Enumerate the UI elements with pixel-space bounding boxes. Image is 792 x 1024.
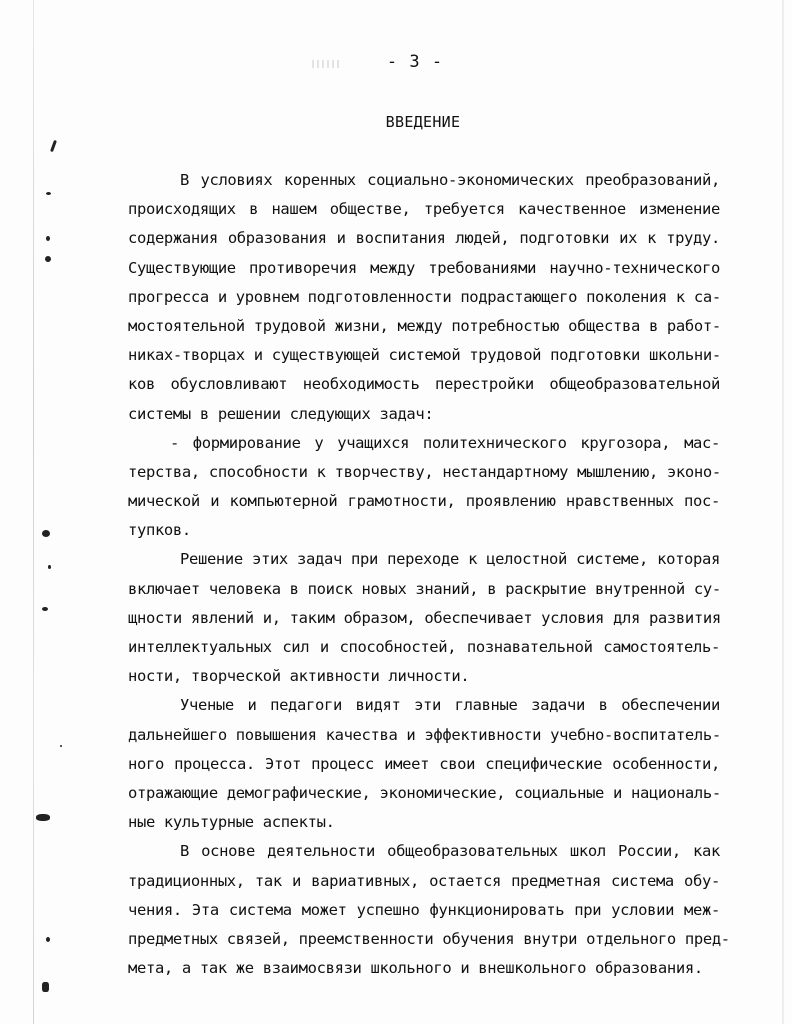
- scan-speck: [45, 256, 51, 262]
- text-line: включает человека в поиск новых знаний, в раскрытие внутренной су-: [128, 579, 721, 598]
- scan-edge-shadow: [782, 0, 784, 1024]
- text-line: ного процесса. Этот процесс имеет свои специфические особенности,: [128, 754, 720, 773]
- text-line: происходящих в нашем обществе, требуется качественное изменение: [128, 200, 720, 219]
- text-line: мета, а так же взаимосвязи школьного и внешкольного образования.: [128, 959, 703, 978]
- page-number: - 3 -: [386, 52, 444, 72]
- scan-speck: [50, 140, 57, 152]
- text-line: В условиях коренных социально-экономических преобразований,: [180, 171, 720, 189]
- text-line: ности, творческой активности личности.: [128, 667, 470, 686]
- text-line: прогресса и уровнем подготовленности подрастающего поколения к са-: [128, 287, 721, 306]
- text-line: Существующие противоречия между требованиями научно-технического: [128, 258, 720, 277]
- text-line: интеллектуальных сил и способностей, познавательной самостоятель-: [128, 638, 720, 656]
- text-line: системы в решении следующих задач:: [128, 404, 434, 423]
- scan-speck: [60, 745, 62, 747]
- text-line: щности явлений и, таким образом, обеспечивает условия для развития: [128, 608, 721, 627]
- text-line: мической и компьютерной грамотности, проявлению нравственных пос-: [128, 492, 720, 511]
- text-line: ные культурные аспекты.: [128, 813, 335, 832]
- text-line: мостоятельной трудовой жизни, между потребностью общества в работ-: [128, 316, 721, 335]
- text-line: чения. Эта система может успешно функционировать при условии меж-: [128, 900, 720, 919]
- text-line: терства, способности к творчеству, нестандартному мышлению, эконо-: [128, 462, 721, 481]
- text-line: традиционных, так и вариативных, остается предметная система обу-: [128, 871, 720, 890]
- scan-speck: [36, 814, 50, 821]
- scan-speck: [42, 607, 48, 611]
- scan-speck: [42, 530, 50, 537]
- text-line: Ученые и педагоги видят эти главные задачи в обеспечении: [180, 696, 720, 715]
- text-line: - формирование у учащихся политехнического кругозора, мас-: [170, 433, 720, 452]
- text-line: отражающие демографические, экономические, социальные и националь-: [128, 783, 721, 802]
- text-line: дальнейшего повышения качества и эффективности учебно-воспитатель-: [128, 725, 721, 744]
- document-body: [128, 166, 730, 983]
- text-line: содержания образования и воспитания людей, подготовки их к труду.: [128, 229, 720, 248]
- text-line: ков обусловливают необходимость перестройки общеобразовательной: [128, 375, 720, 394]
- text-line: предметных связей, преемственности обучения внутри отдельного пред-: [128, 929, 730, 948]
- section-heading: ВВЕДЕНИЕ: [385, 113, 461, 131]
- text-line: тупков.: [128, 521, 191, 540]
- scan-speck: [48, 565, 51, 569]
- scan-speck: [46, 937, 50, 942]
- scan-speck: [46, 236, 50, 241]
- text-line: В основе деятельности общеобразовательных школ России, как: [180, 842, 720, 861]
- text-line: Решение этих задач при переходе к целостной системе, которая: [180, 550, 720, 569]
- scan-speck: [42, 982, 49, 992]
- scan-speck: [46, 192, 51, 195]
- scan-margin-line: [33, 0, 34, 1024]
- text-line: никах-творцах и существующей системой трудовой подготовки школьни-: [128, 346, 721, 365]
